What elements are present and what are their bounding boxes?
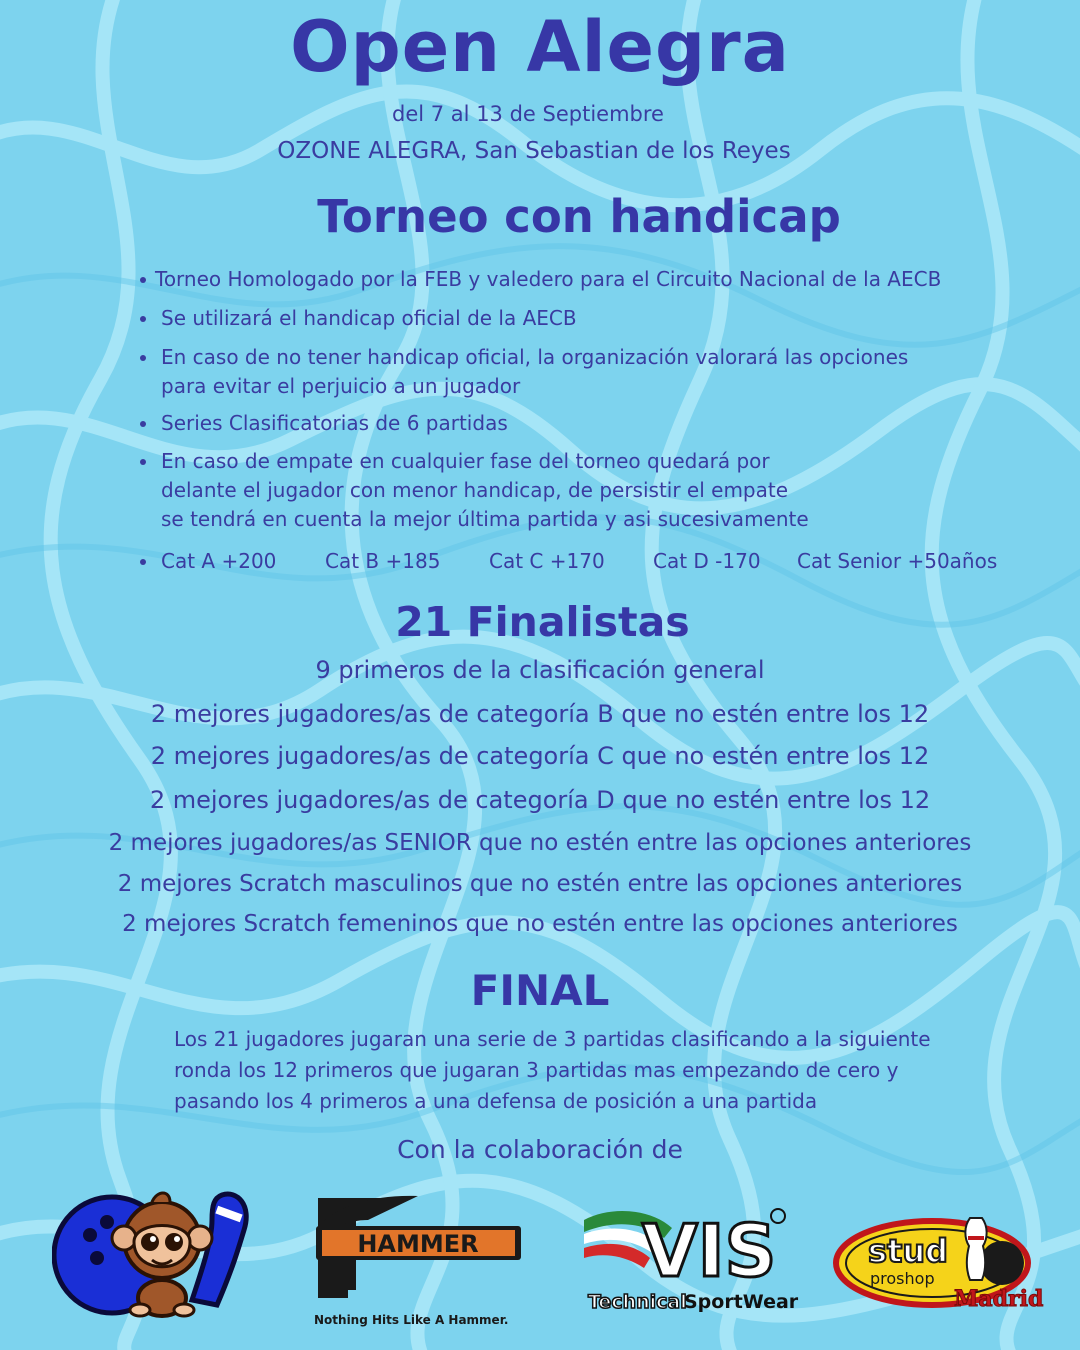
finalist-line: 2 mejores jugadores/as de categoría C que no estén entre los 12 — [150, 742, 930, 770]
categories-item — [133, 547, 1033, 576]
studio-proshop-text: proshop — [870, 1269, 935, 1288]
final-description — [174, 1024, 994, 1117]
rule-text-line: delante el jugador con menor handicap, de persistir el empate — [161, 478, 789, 502]
final-text-line: pasando los 4 primeros a una defensa de posición a una partida — [174, 1089, 818, 1113]
category-c: Cat C +170 — [489, 549, 605, 573]
rule-text-line: En caso de no tener handicap oficial, la organización valorará las opciones — [161, 345, 909, 369]
event-title: Open Alegra — [290, 6, 790, 88]
finalist-line: 2 mejores jugadores/as de categoría B que no estén entre los 12 — [150, 700, 930, 728]
rule-item: Series Clasificatorias de 6 partidas — [133, 409, 1033, 438]
rule-text-line: se tendrá en cuenta la mejor última partida y asi sucesivamente — [161, 507, 809, 531]
studio-madrid-text: Madrid — [954, 1286, 1044, 1312]
category-b: Cat B +185 — [325, 549, 441, 573]
category-d: Cat D -170 — [653, 549, 761, 573]
monkey-bowling-logo — [52, 1180, 262, 1320]
finalists-heading: 21 Finalistas — [395, 598, 690, 646]
event-dates: del 7 al 13 de Septiembre — [392, 102, 664, 126]
hammer-tagline: Nothing Hits Like A Hammer. — [314, 1313, 509, 1327]
hammer-wordmark: HAMMER — [357, 1230, 479, 1258]
rule-item — [133, 447, 1033, 534]
handicap-heading: Torneo con handicap — [317, 190, 841, 243]
rules-list — [133, 265, 1033, 576]
category-a: Cat A +200 — [161, 549, 277, 573]
final-text-line: Los 21 jugadores jugaran una serie de 3 partidas clasificando a la siguiente — [174, 1027, 931, 1051]
rule-text-line: En caso de empate en cualquier fase del torneo quedará por — [161, 449, 770, 473]
finalist-line: 9 primeros de la clasificación general — [315, 656, 765, 684]
finalist-line: 2 mejores jugadores/as de categoría D que no estén entre los 12 — [149, 786, 931, 814]
rule-item: Torneo Homologado por la FEB y valedero para el Circuito Nacional de la AECB — [133, 265, 1033, 294]
category-senior: Cat Senior +50años — [797, 549, 998, 573]
vis-tagline-sportwear: SportWear — [684, 1291, 799, 1313]
vis-logo — [580, 1198, 805, 1318]
rule-item: Se utilizará el handicap oficial de la AECB — [133, 304, 1033, 333]
rule-text-line: para evitar el perjuicio a un jugador — [161, 374, 521, 398]
studio-wordmark: stud — [868, 1232, 949, 1270]
rule-item — [133, 343, 1033, 401]
event-venue: OZONE ALEGRA, San Sebastian de los Reyes — [277, 138, 791, 164]
final-heading: FINAL — [470, 966, 610, 1015]
sponsors-intro: Con la colaboración de — [397, 1135, 683, 1164]
finalist-line: 2 mejores Scratch femeninos que no estén entre las opciones anteriores — [122, 911, 958, 937]
studio-proshop-logo — [832, 1208, 1057, 1318]
finalist-line: 2 mejores jugadores/as SENIOR que no estén entre las opciones anteriores — [108, 830, 972, 856]
hammer-logo — [308, 1190, 528, 1335]
final-text-line: ronda los 12 primeros que jugaran 3 partidas mas empezando de cero y — [174, 1058, 899, 1082]
finalist-line: 2 mejores Scratch masculinos que no estén entre las opciones anteriores — [117, 871, 963, 897]
vis-tagline-technical: Technical — [588, 1291, 687, 1313]
vis-wordmark: VIS — [642, 1209, 777, 1293]
